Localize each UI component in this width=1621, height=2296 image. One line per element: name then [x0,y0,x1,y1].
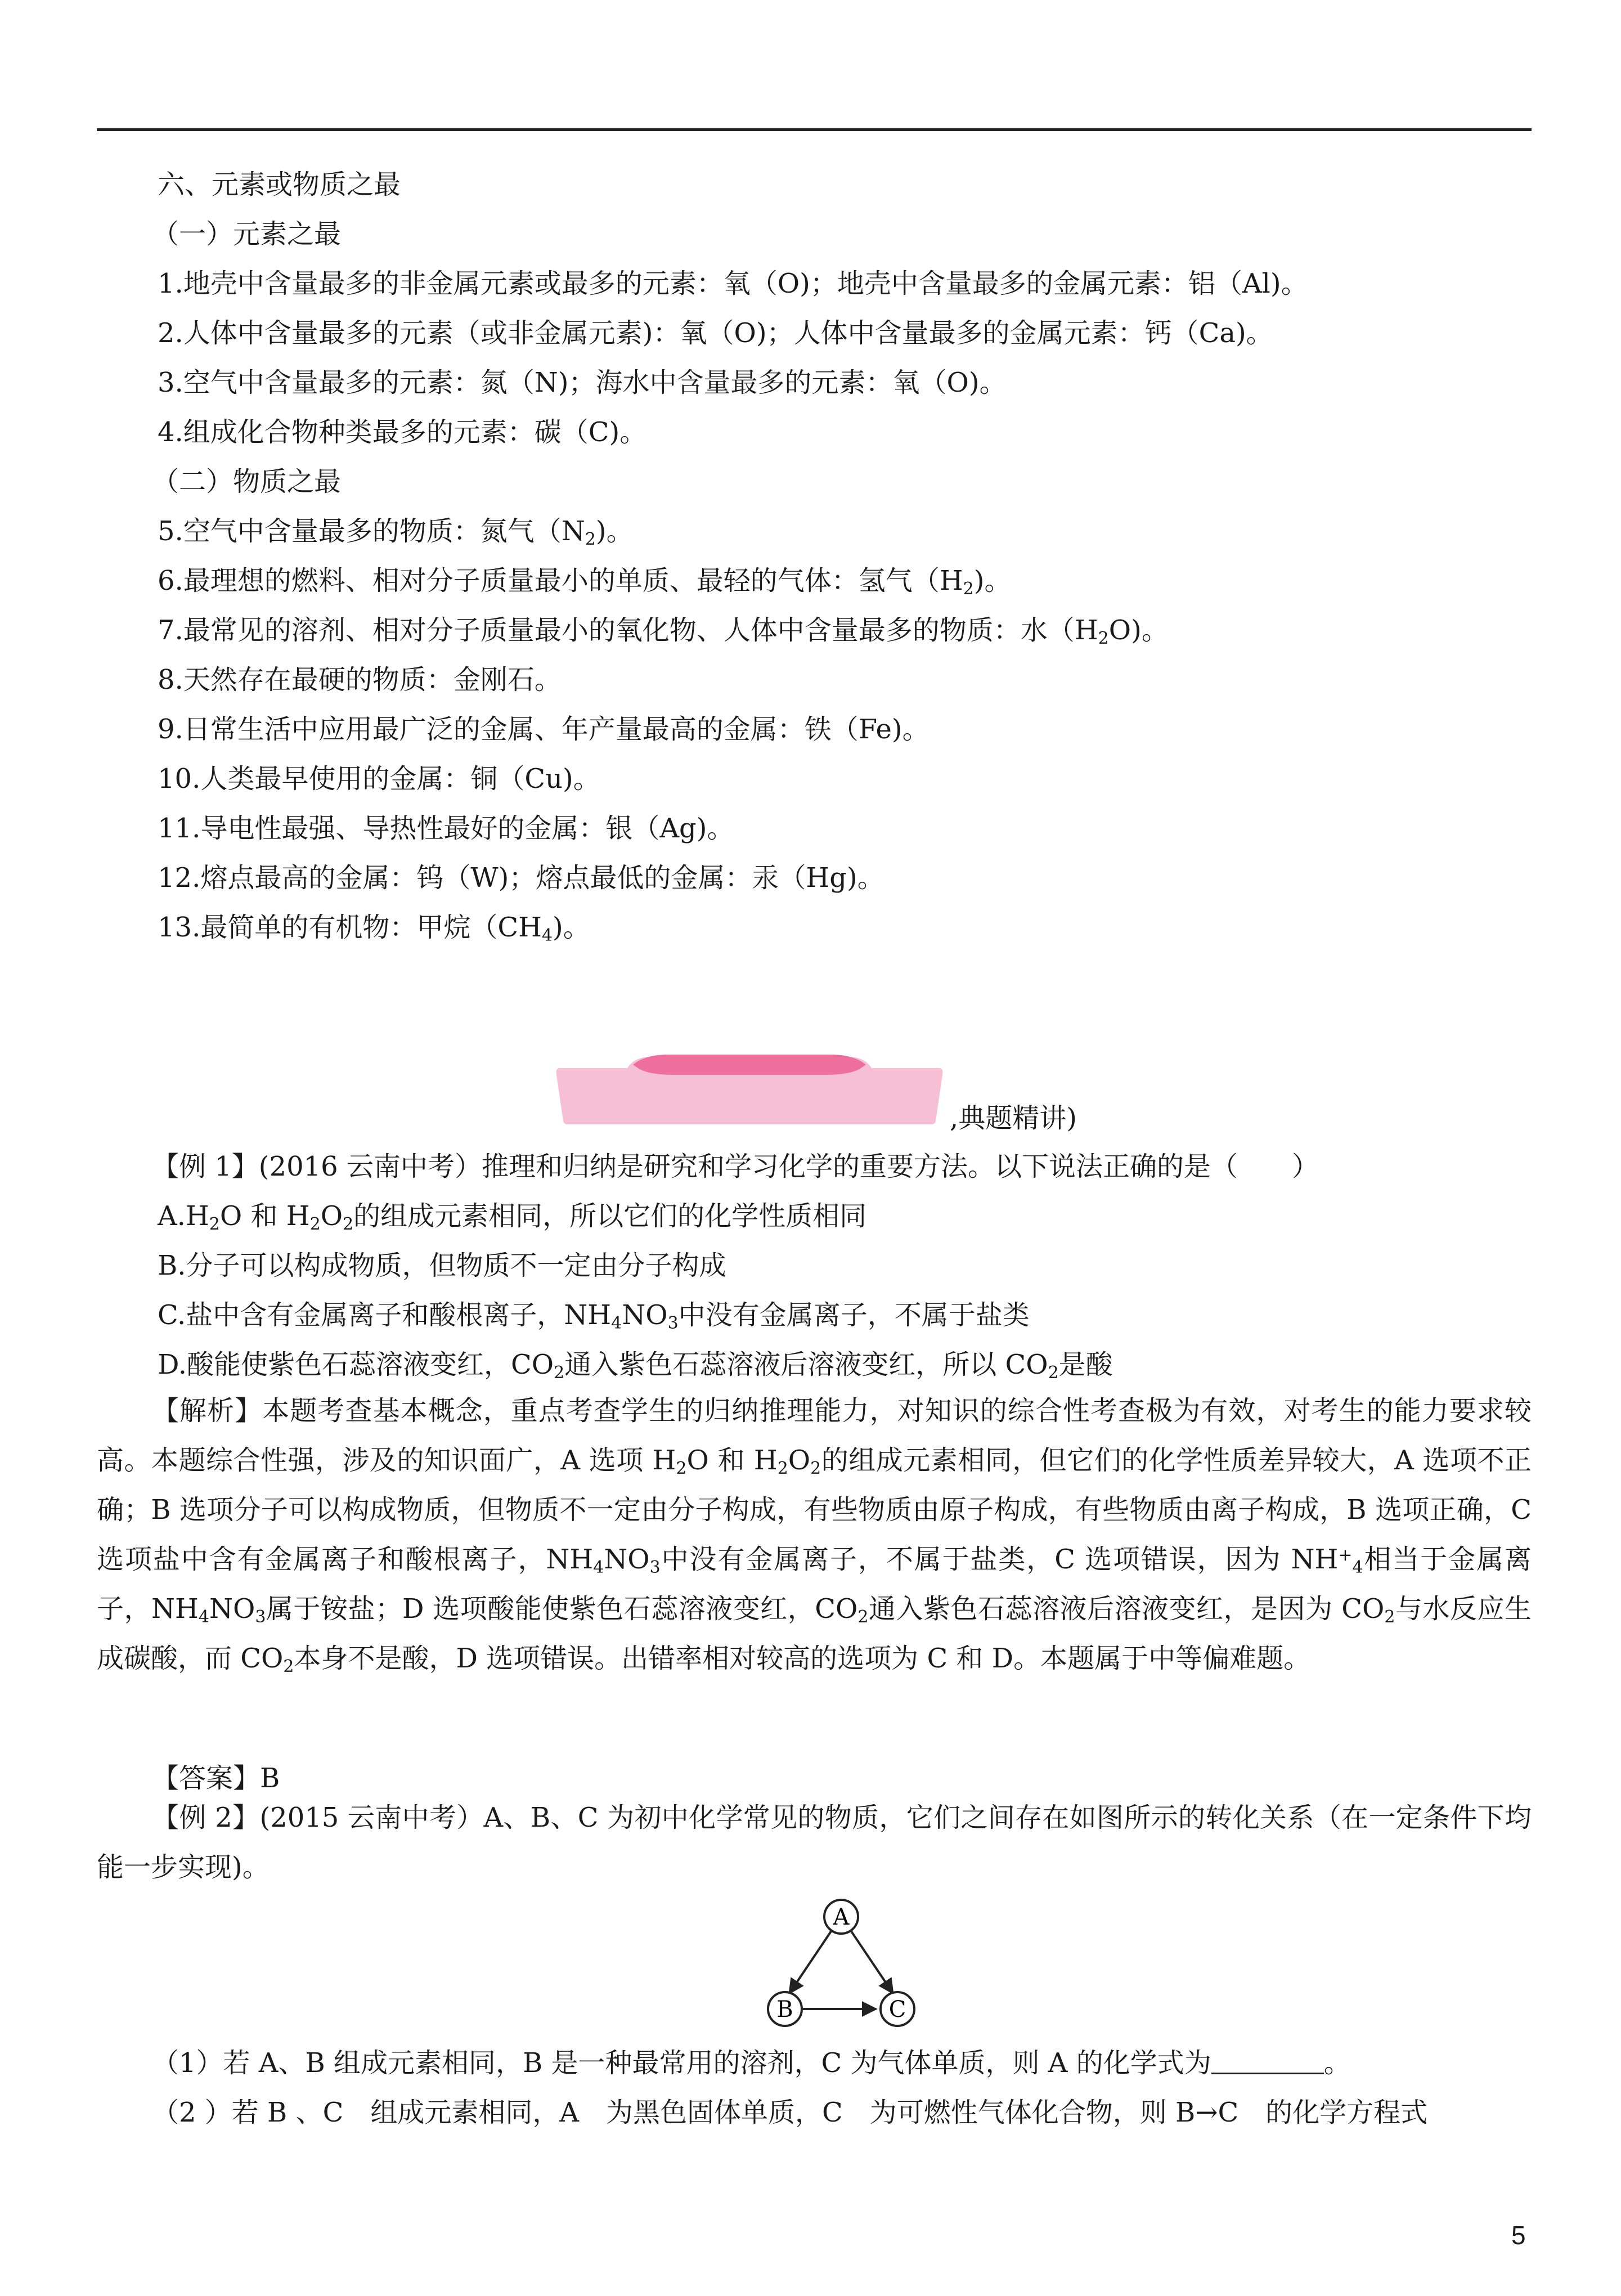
list-item: 7.最常见的溶剂、相对分子质量最小的氧化物、人体中含量最多的物质：水$(H_2O)$。 [158,615,1169,648]
subsection-substances: （二）物质之最 [152,466,342,497]
option-d: D.酸能使紫色石蕊溶液变红，$CO_2$通入紫色石蕊溶液后溶液变红，所以 $CO_2$是酸 [158,1349,1113,1383]
sub-question-2: （2 ）若 B 、C 组成元素相同，A 为黑色固体单质，C 为可燃性气体化合物，则 B→C 的化学方程式 [152,2097,1428,2128]
arrow-a-to-b [789,1931,831,1993]
answer-blank[interactable] [1211,2050,1324,2074]
list-item: 11.导电性最强、导热性最好的金属：银（Ag)。 [158,813,734,844]
conversion-diagram [757,1896,926,2037]
sub-question-1: （1）若 A、B 组成元素相同，B 是一种最常用的溶剂，C 为气体单质，则 A 的化学式为 。 [152,2047,1351,2079]
option-b: B.分子可以构成物质，但物质不一定由分子构成 [158,1250,726,1281]
list-item: 5.空气中含量最多的物质：氮气$(N_2)$。 [158,515,634,549]
list-item: 9.日常生活中应用最广泛的金属、年产量最高的金属：铁（Fe)。 [158,714,930,745]
example-1-question: 【例 1】(2016 云南中考）推理和归纳是研究和学习化学的重要方法。以下说法正确的是（ ） [152,1151,1319,1182]
section-banner-icon [555,1052,944,1125]
list-item: 2.人体中含量最多的元素（或非金属元素)：氧（O)；人体中含量最多的金属元素：钙（Ca)。 [158,317,1273,349]
list-item: 13.最简单的有机物：甲烷$(CH_4)$。 [158,912,590,945]
arrow-a-to-c [851,1931,893,1993]
header-rule [97,128,1532,131]
node-c-label: C [888,1997,906,2023]
node-a-label: A [833,1904,850,1930]
answer: 【答案】B [152,1763,280,1794]
example-2-question: 【例 2】(2015 云南中考）A、B、C 为初中化学常见的物质，它们之间存在如图所示的转化关系（在一定条件下均能一步实现)。 [97,1802,1532,1883]
option-c: C.盐中含有金属离子和酸根离子，$NH_4NO_3$中没有金属离子，不属于盐类 [158,1299,1030,1333]
banner-label: ,典题精讲) [950,1102,1077,1134]
node-b-label: B [776,1997,793,2023]
list-item: 6.最理想的燃料、相对分子质量最小的单质、最轻的气体：氢气$(H_2)$。 [158,565,1012,599]
list-item: 1.地壳中含量最多的非金属元素或最多的元素：氧（O)；地壳中含量最多的金属元素：铝（Al)。 [158,268,1308,299]
list-item: 8.天然存在最硬的物质：金刚石。 [158,664,562,696]
section-title: 六、元素或物质之最 [158,169,401,200]
option-a: $A.H_2O$ 和 $H_2O_2$的组成元素相同，所以它们的化学性质相同 [158,1200,867,1234]
list-item: 12.熔点最高的金属：钨（W)；熔点最低的金属：汞（Hg)。 [158,862,884,894]
list-item: 4.组成化合物种类最多的元素：碳（C)。 [158,416,647,448]
page-number: 5 [1511,2221,1526,2250]
list-item: 10.人类最早使用的金属：铜（Cu)。 [158,763,600,795]
list-item: 3.空气中含量最多的元素：氮（N)；海水中含量最多的元素：氧（O)。 [158,367,1007,398]
analysis-paragraph: 【解析】本题考查基本概念，重点考查学生的归纳推理能力，对知识的综合性考查极为有效，对考生的能力要求较高。本题综合性强，涉及的知识面广，A 选项 $H_2O$ 和 $H_2O_2$的组成元素相同，但它们的化学性质差异较大，A 选项不正确；B 选项分子可以构成物质，但物质不一定由分子构成，有些物质由原子构成，有些物质由离子构成，B 选项正确，C 选项盐中含有金属离子和酸根离子，$NH_4NO_3$中没有金属离子，不属于盐类，C 选项错误，因为 $NH^+_4$相当于金属离子，$NH_4NO_3$属于铵盐；D 选项酸能使紫色石蕊溶液变红，$CO_2$通入紫色石蕊溶液后溶液变红，是因为 $CO_2$与水反应生成碳酸，而 $CO_2$本身不是酸，D 选项错误。出错率相对较高的选项为 C 和 D。本题属于中等偏难题。 [97,1395,1532,1676]
subsection-elements: （一）元素之最 [152,218,342,250]
